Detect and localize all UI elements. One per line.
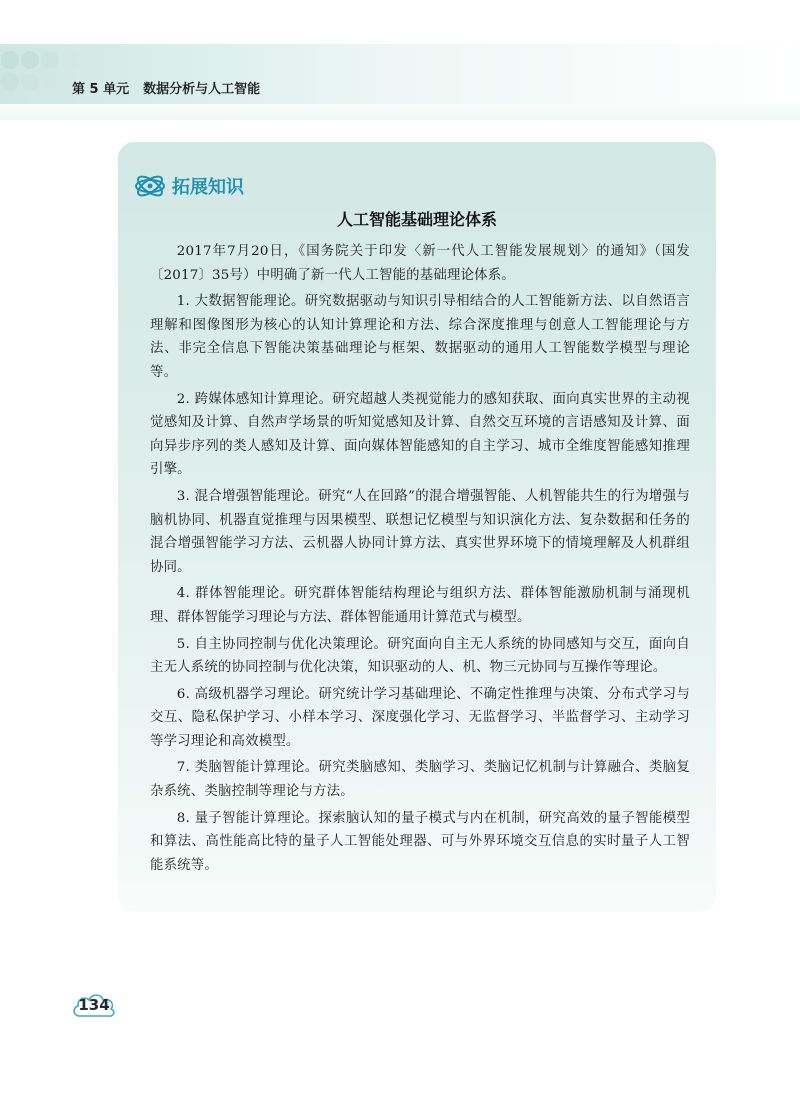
extension-badge — [134, 172, 244, 200]
paragraph: 4. 群体智能理论。研究群体智能结构理论与组织方法、群体智能激励机制与涌现机理、群体智能学习理论与方法、群体智能通用计算范式与模型。 — [150, 586, 690, 625]
paragraph: 5. 自主协同控制与优化决策理论。研究面向自主无人系统的协同感知与交互，面向自主无人系统的协同控制与优化决策，知识驱动的人、机、物三元协同与互操作等理论。 — [150, 636, 690, 676]
extension-badge-label: 拓展知识 — [172, 177, 244, 198]
paragraph: 6. 高级机器学习理论。研究统计学习基础理论、不确定性推理与决策、分布式学习与交互、隐私保护学习、小样本学习、深度强化学习、无监督学习、半监督学习、主动学习等学习理论和高效模型。 — [150, 686, 690, 749]
paragraph: 3. 混合增强智能理论。研究“人在回路”的混合增强智能、人机智能共生的行为增强与脑机协同、机器直觉推理与因果模型、联想记忆模型与知识演化方法、复杂数据和任务的混合增强智能学习方法、云机器人协同计算方法、真实世界环境下的情境理解及人机群组协同。 — [150, 488, 690, 575]
atom-icon — [134, 172, 166, 200]
running-header — [72, 78, 260, 97]
paragraph: 8. 量子智能计算理论。探索脑认知的量子模式与内在机制，研究高效的量子智能模型和算法、高性能高比特的量子人工智能处理器、可与外界环境交互信息的实时量子人工智能系统等。 — [150, 810, 690, 873]
page-number: 134 — [78, 996, 110, 1014]
section-title: 人工智能基础理论体系 — [336, 210, 497, 229]
paragraph: 2. 跨媒体感知计算理论。研究超越人类视觉能力的感知获取、面向真实世界的主动视觉感知及计算、自然声学场景的听知觉感知及计算、自然交互环境的言语感知及计算、面向异步序列的类人感知及计算、面向媒体智能感知的自主学习、城市全维度智能感知推理引擎。 — [150, 391, 690, 478]
paragraph: 2017年7月20日，《国务院关于印发〈新一代人工智能发展规划〉的通知》（国发〔2017〕35号）中明确了新一代人工智能的基础理论体系。 — [150, 244, 690, 283]
unit-label: 第 5 单元 — [72, 82, 130, 97]
paragraph: 1. 大数据智能理论。研究数据驱动与知识引导相结合的人工智能新方法、以自然语言理解和图像图形为核心的认知计算理论和方法、综合深度推理与创意人工智能理论与方法、非完全信息下智能决策基础理论与框架、数据驱动的通用人工智能数学模型与理论等。 — [150, 294, 690, 380]
body-text — [150, 240, 690, 877]
paragraph: 7. 类脑智能计算理论。研究类脑感知、类脑学习、类脑记忆机制与计算融合、类脑复杂系统、类脑控制等理论与方法。 — [150, 760, 690, 800]
unit-title: 数据分析与人工智能 — [143, 82, 261, 97]
